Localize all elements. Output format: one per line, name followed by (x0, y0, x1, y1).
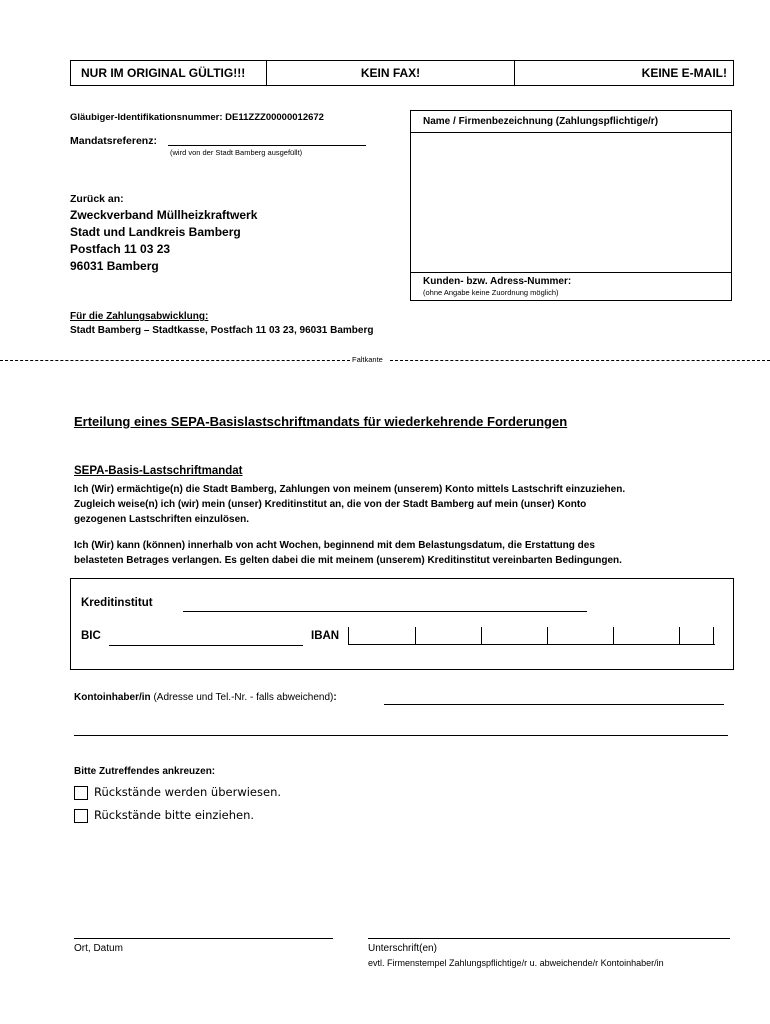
place-date-label: Ort, Datum (74, 943, 123, 954)
account-holder-label (74, 692, 337, 703)
notice-banner (70, 60, 734, 86)
account-holder-field[interactable] (384, 704, 724, 705)
iban-separator (547, 627, 548, 644)
signature-note: evtl. Firmenstempel Zahlungspflichtige/r u. abweichende/r Kontoinhaber/in (368, 958, 664, 968)
iban-label: IBAN (311, 630, 340, 642)
bank-institute-field[interactable] (183, 611, 587, 612)
payment-handling-label: Für die Zahlungsabwicklung: (70, 311, 209, 322)
signature-field[interactable] (368, 938, 730, 939)
return-address-line4: 96031 Bamberg (70, 259, 159, 273)
mandate-reference-note: (wird von der Stadt Bamberg ausgefüllt) (170, 148, 303, 157)
iban-field[interactable] (348, 627, 715, 645)
mandate-p1-line3: gezogenen Lastschriften einzulösen. (74, 514, 250, 525)
account-holder-field-line2[interactable] (74, 735, 728, 736)
bic-label: BIC (81, 630, 101, 642)
checkbox-direct-debit-label: Rückstände bitte einziehen. (94, 808, 255, 822)
checkbox-transfer-label: Rückstände werden überwiesen. (94, 785, 282, 799)
bank-institute-label: Kreditinstitut (81, 597, 153, 609)
customer-number-label: Kunden- bzw. Adress-Nummer: (423, 276, 572, 287)
mandate-p1-line1: Ich (Wir) ermächtige(n) die Stadt Bamberg, Zahlungen von meinem (unserem) Konto mittels Lastschrift einzuziehen. (74, 484, 626, 495)
place-date-field[interactable] (74, 938, 333, 939)
checkbox-heading: Bitte Zutreffendes ankreuzen: (74, 766, 216, 777)
iban-separator (679, 627, 680, 644)
mandate-heading: SEPA-Basis-Lastschriftmandat (74, 465, 243, 477)
return-address-line2: Stadt und Landkreis Bamberg (70, 225, 241, 239)
creditor-id: Gläubiger-Identifikationsnummer: DE11ZZZ00000012672 (70, 112, 324, 123)
mandate-paragraph-1 (74, 482, 625, 527)
customer-number-note: (ohne Angabe keine Zuordnung möglich) (423, 288, 559, 297)
iban-separator (713, 627, 714, 644)
mandate-reference-label: Mandatsreferenz: (70, 135, 157, 147)
fold-line-left (0, 360, 350, 361)
mandate-p1-line2: Zugleich weise(n) ich (wir) mein (unser) Kreditinstitut an, die von der Stadt Bamberg auf mein (unser) Konto (74, 499, 587, 510)
mandate-reference-line (168, 145, 366, 146)
return-address-line3: Postfach 11 03 23 (70, 242, 171, 256)
iban-separator (415, 627, 416, 644)
return-address-line1: Zweckverband Müllheizkraftwerk (70, 208, 258, 222)
checkbox-direct-debit[interactable] (74, 809, 88, 823)
mandate-p2-line2: belasteten Betrages verlangen. Es gelten dabei die mit meinem (unserem) Kreditinstitut vereinbarten Bedingungen. (74, 555, 622, 566)
no-email-notice: KEINE E-MAIL! (641, 66, 727, 80)
no-fax-notice: KEIN FAX! (267, 61, 515, 85)
mandate-p2-line1: Ich (Wir) kann (können) innerhalb von acht Wochen, beginnend mit dem Belastungsdatum, die Erstattung des (74, 540, 595, 551)
iban-separator (481, 627, 482, 644)
payer-name-title: Name / Firmenbezeichnung (Zahlungspflichtige/r) (411, 111, 731, 133)
customer-number-field[interactable] (411, 272, 731, 300)
fold-line-right (390, 360, 770, 361)
return-label: Zurück an: (70, 193, 124, 205)
return-address (70, 207, 257, 275)
account-holder-note: (Adresse und Tel.-Nr. - falls abweichend) (150, 692, 334, 703)
iban-separator (613, 627, 614, 644)
fold-label: Faltkante (352, 355, 383, 364)
payment-handling-address: Stadt Bamberg – Stadtkasse, Postfach 11 03 23, 96031 Bamberg (70, 325, 374, 336)
account-holder-title: Kontoinhaber/in (74, 692, 151, 703)
account-holder-colon: : (333, 692, 337, 703)
signature-label: Unterschrift(en) (368, 943, 437, 954)
mandate-paragraph-2 (74, 538, 622, 568)
bank-details-box (70, 578, 734, 670)
form-title: Erteilung eines SEPA-Basislastschriftmandats für wiederkehrende Forderungen (74, 414, 568, 429)
bic-field[interactable] (109, 645, 303, 646)
payer-name-box[interactable] (410, 110, 732, 301)
original-only-notice: NUR IM ORIGINAL GÜLTIG!!! (71, 61, 267, 85)
checkbox-transfer[interactable] (74, 786, 88, 800)
